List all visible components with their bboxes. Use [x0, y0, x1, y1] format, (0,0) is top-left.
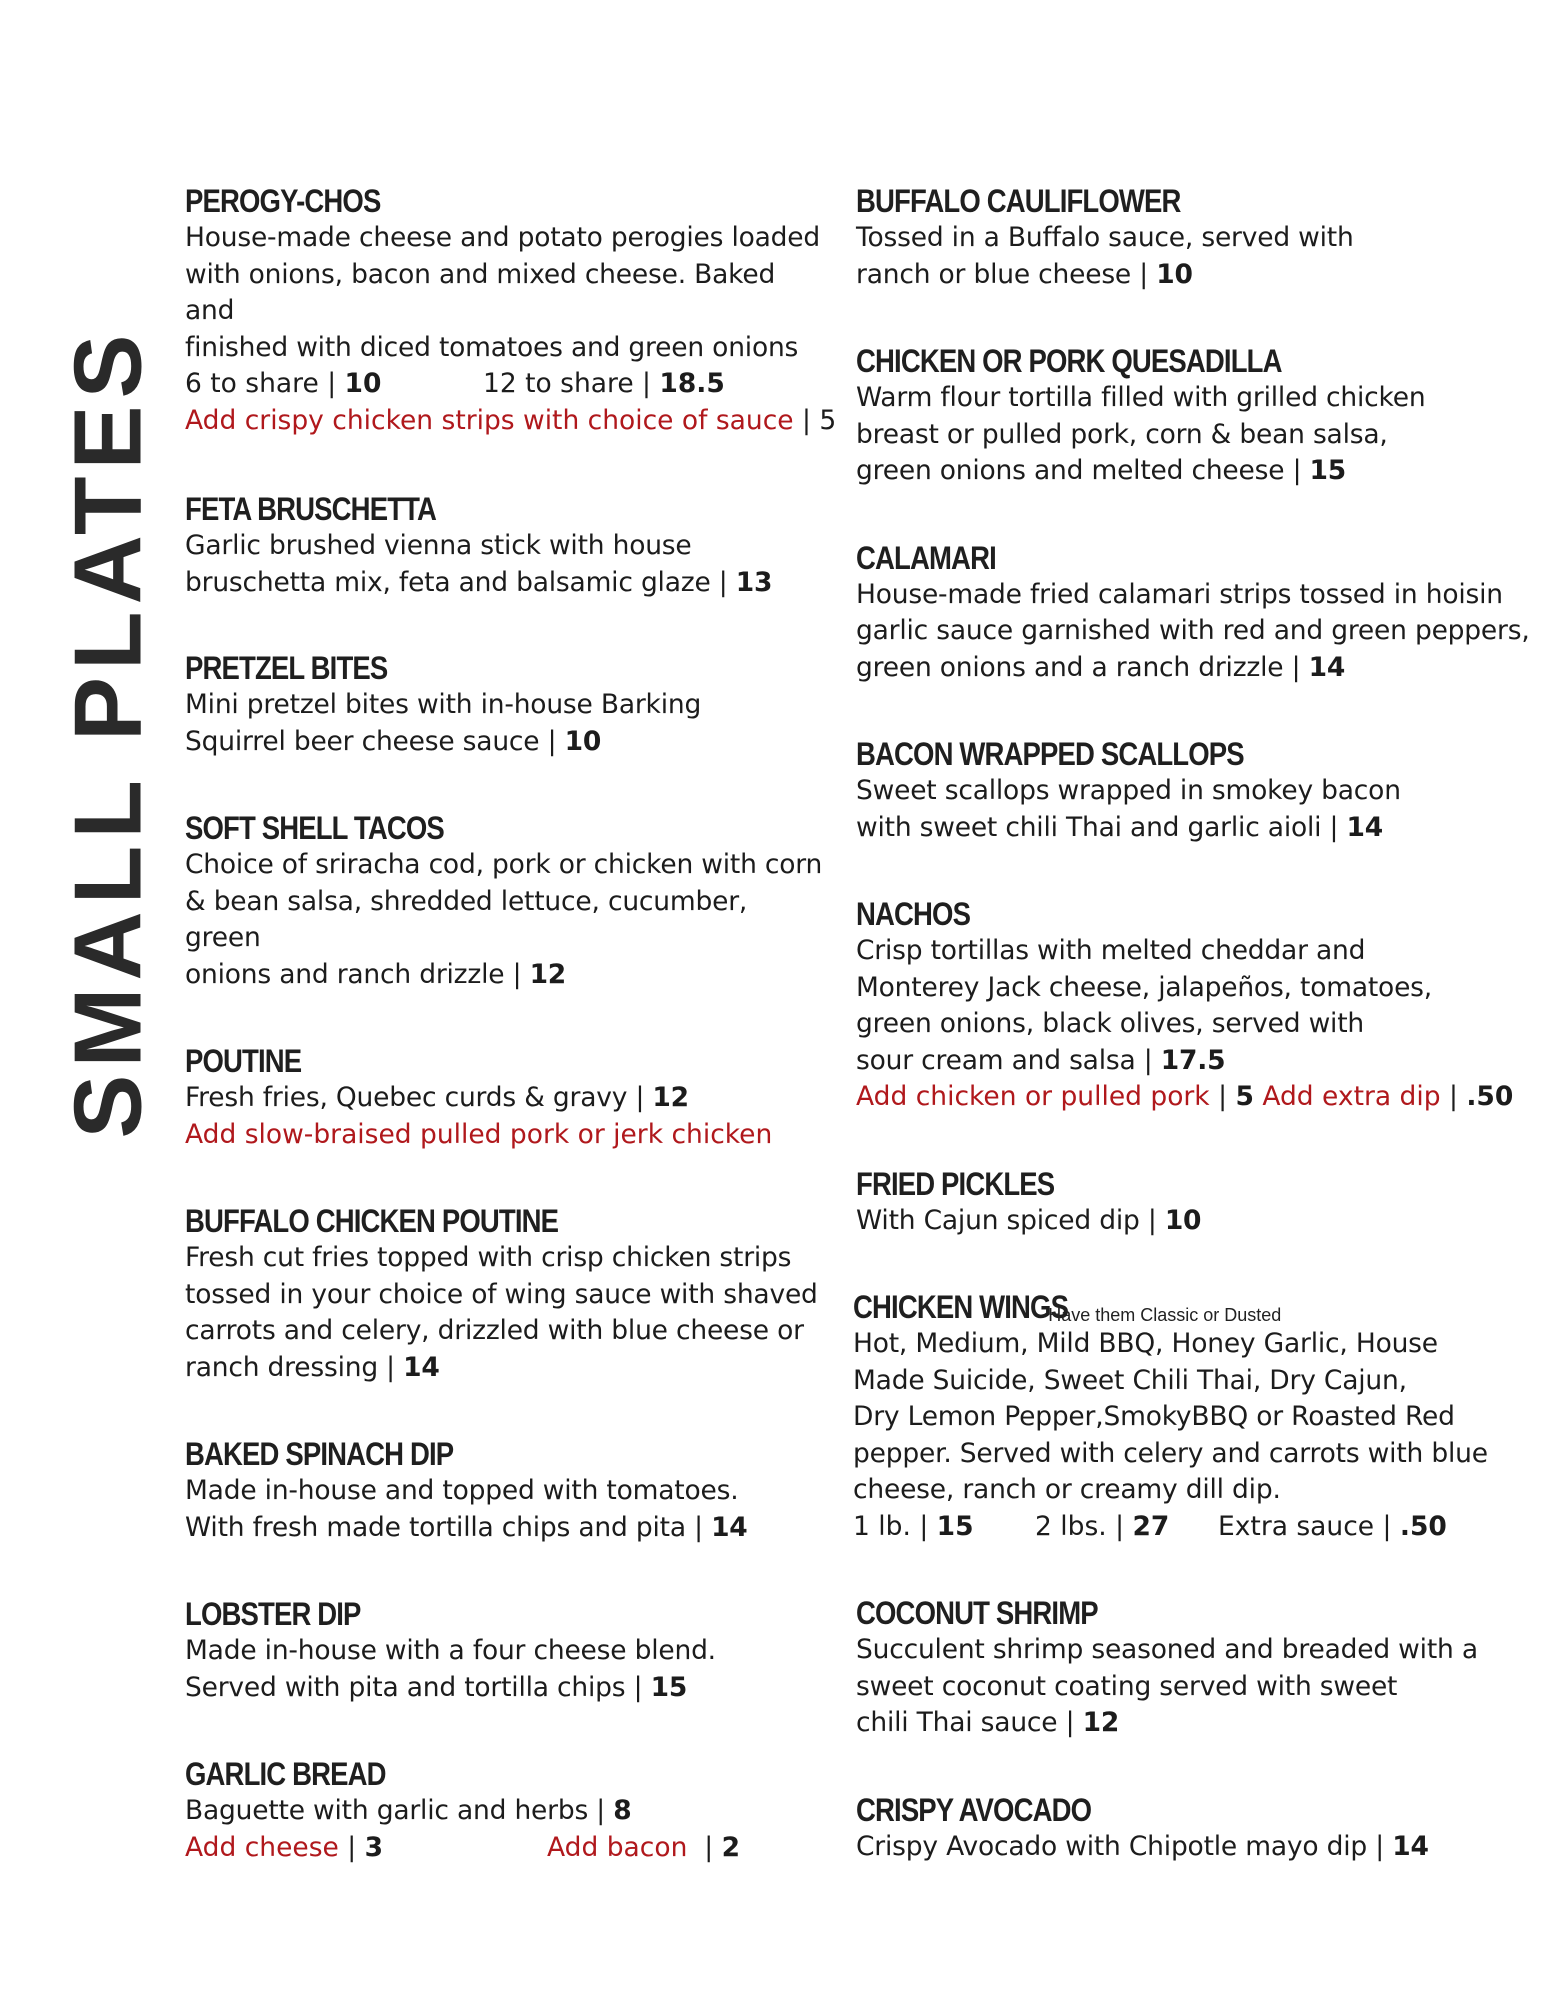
option-price: 10 [344, 368, 382, 399]
menu-item-buffalo-chicken-poutine [185, 1202, 825, 1386]
addon-line [185, 1830, 825, 1867]
item-description [185, 687, 825, 760]
item-name: BAKED SPINACH DIP [185, 1436, 454, 1472]
item-description [185, 1080, 825, 1117]
option-price: 18.5 [659, 368, 725, 399]
item-price: 12 [1082, 1707, 1120, 1738]
item-description [185, 1633, 825, 1706]
addon-text: Add cheese [185, 1831, 339, 1863]
item-name: PEROGY-CHOS [185, 183, 381, 219]
description-text: Made in-house and topped with tomatoes. With fresh made tortilla chips and pita | [185, 1475, 739, 1543]
item-description: House-made cheese and potato perogies loaded with onions, bacon and mixed cheese. Baked and finished with diced tomatoes and green onions [185, 222, 821, 363]
item-price: 17.5 [1160, 1044, 1226, 1076]
item-price: 14 [1308, 651, 1346, 683]
menu-item-baked-spinach-dip [185, 1435, 825, 1546]
option-label: Extra sauce | [1218, 1510, 1400, 1542]
item-price: 12 [652, 1082, 689, 1113]
option-label: 12 to share | [483, 368, 660, 399]
section-title-text: SMALL PLATES [55, 327, 162, 1139]
description-text: Succulent shrimp seasoned and breaded with a sweet coconut coating served with sweet chili Thai sauce | [856, 1634, 1478, 1738]
item-name: BUFFALO CAULIFLOWER [856, 183, 1181, 219]
addon-text: Add extra dip [1262, 1081, 1441, 1112]
item-price: 10 [564, 725, 602, 757]
item-name: CHICKEN OR PORK QUESADILLA [856, 343, 1282, 379]
menu-item-perogy-chos [185, 182, 837, 439]
option-label: 2 lbs. | [1035, 1510, 1133, 1542]
option-price: 27 [1132, 1510, 1170, 1542]
item-name: POUTINE [185, 1043, 302, 1079]
menu-item-lobster-dip [185, 1595, 825, 1706]
item-name: COCONUT SHRIMP [856, 1595, 1098, 1631]
addon-bacon: Add bacon | 2 [547, 1831, 741, 1863]
item-description [856, 1632, 1546, 1742]
item-description [185, 1473, 825, 1546]
item-description [856, 773, 1546, 846]
menu-item-feta-bruschetta [185, 490, 825, 601]
option-2-lbs [1035, 1509, 1218, 1546]
menu-item-crispy-avocado [856, 1791, 1546, 1866]
option-price: 15 [936, 1510, 974, 1542]
option-12-to-share [483, 366, 725, 403]
item-description [185, 847, 825, 993]
menu-item-pretzel-bites [185, 649, 825, 760]
item-description [856, 1203, 1546, 1240]
item-name: BACON WRAPPED SCALLOPS [856, 736, 1244, 772]
item-description [856, 577, 1546, 687]
menu-item-nachos [856, 895, 1546, 1116]
size-options [853, 1509, 1546, 1546]
menu-item-bacon-wrapped-scallops [856, 735, 1546, 846]
description-text: Made in-house with a four cheese blend. Served with pita and tortilla chips | [185, 1635, 716, 1703]
addon-line [185, 403, 837, 440]
item-name: LOBSTER DIP [185, 1596, 361, 1632]
option-1-lb [853, 1509, 1035, 1546]
addon-line: Add slow-braised pulled pork or jerk chicken [185, 1118, 773, 1150]
item-description [856, 380, 1546, 490]
description-text: Mini pretzel bites with in-house Barking Squirrel beer cheese sauce | [185, 689, 702, 757]
menu-item-chicken-wings [853, 1288, 1546, 1545]
menu-item-garlic-bread [185, 1755, 825, 1866]
option-label: 1 lb. | [853, 1510, 937, 1542]
menu-item-calamari [856, 539, 1546, 687]
description-text: Sweet scallops wrapped in smokey bacon with sweet chili Thai and garlic aioli | [856, 775, 1401, 843]
separator: | [793, 404, 820, 436]
item-name: SOFT SHELL TACOS [185, 810, 444, 846]
description-text: Warm flour tortilla filled with grilled chicken breast or pulled pork, corn & bean salsa, green onions and melted cheese | [856, 382, 1426, 486]
item-name: CHICKEN WINGS [853, 1289, 1069, 1325]
section-title-vertical [34, 327, 184, 1139]
item-price: 14 [403, 1351, 440, 1383]
option-label: 6 to share | [185, 368, 345, 399]
addon-price: 3 [364, 1831, 384, 1863]
item-name: CRISPY AVOCADO [856, 1791, 1092, 1828]
description-text: With Cajun spiced dip | [856, 1204, 1165, 1236]
option-6-to-share [185, 366, 483, 403]
description-text: Garlic brushed vienna stick with house bruschetta mix, feta and balsamic glaze | [185, 530, 728, 598]
item-name: GARLIC BREAD [185, 1756, 386, 1792]
description-text: House-made fried calamari strips tossed in hoisin garlic sauce garnished with red and green peppers, green onions and a ranch drizzle | [856, 578, 1530, 683]
item-price: 8 [613, 1795, 632, 1826]
item-price: 14 [1346, 811, 1383, 843]
item-name: NACHOS [856, 896, 971, 932]
item-subtitle: Have them Classic or Dusted [1048, 1305, 1282, 1325]
item-description [856, 220, 1546, 293]
option-price: .50 [1399, 1510, 1447, 1542]
addon-text: Add chicken or pulled pork [856, 1081, 1210, 1112]
item-price: 10 [1156, 258, 1193, 290]
left-column [185, 182, 837, 1866]
item-price: 10 [1164, 1204, 1202, 1236]
addon-cheese: Add cheese | 3 [185, 1831, 384, 1863]
item-description [185, 1240, 825, 1386]
addon-price: .50 [1466, 1081, 1514, 1112]
addon-price: 5 [819, 404, 837, 436]
item-description [185, 1793, 825, 1830]
item-price: 12 [529, 958, 567, 990]
share-options [185, 366, 825, 403]
option-extra-sauce [1218, 1509, 1447, 1546]
description-text: Fresh fries, Quebec curds & gravy | [185, 1082, 653, 1113]
item-description [856, 1829, 1546, 1866]
menu-item-soft-shell-tacos [185, 809, 825, 993]
menu-item-quesadilla [856, 342, 1546, 490]
item-description [185, 528, 825, 601]
menu-item-buffalo-cauliflower [856, 182, 1546, 293]
item-price: 15 [1309, 455, 1347, 486]
description-text: Choice of sriracha cod, pork or chicken with corn & bean salsa, shredded lettuce, cucumber, green onions and ranch drizzle | [185, 849, 823, 990]
item-price: 13 [735, 566, 773, 598]
menu-item-poutine [185, 1042, 825, 1153]
item-name: BUFFALO CHICKEN POUTINE [185, 1203, 559, 1239]
item-name: PRETZEL BITES [185, 650, 388, 686]
menu-item-coconut-shrimp [856, 1594, 1546, 1742]
item-price: 14 [711, 1511, 748, 1543]
description-text: Tossed in a Buffalo sauce, served with ranch or blue cheese | [856, 222, 1354, 290]
addon-price: 2 [721, 1831, 741, 1863]
description-text: Fresh cut fries topped with crisp chicken strips tossed in your choice of wing sauce with shaved carrots and celery, drizzled with blue cheese or ranch dressing | [185, 1242, 818, 1383]
right-column [853, 182, 1546, 1865]
item-name: FETA BRUSCHETTA [185, 491, 437, 527]
menu-item-fried-pickles [856, 1165, 1546, 1240]
item-heading [853, 1288, 1546, 1326]
item-price: 15 [650, 1671, 688, 1703]
description-text: Baguette with garlic and herbs | [185, 1795, 614, 1826]
addon-text: Add bacon [547, 1831, 688, 1863]
description-text: Crisp tortillas with melted cheddar and Monterey Jack cheese, jalapeños, tomatoes, green onions, black olives, served with sour cream and salsa | [856, 935, 1432, 1076]
item-description [856, 933, 1546, 1079]
item-name: FRIED PICKLES [856, 1165, 1055, 1202]
description-text: Crispy Avocado with Chipotle mayo dip | [856, 1830, 1393, 1862]
addon-line: Add chicken or pulled pork | 5 Add extra dip | .50 [856, 1081, 1514, 1112]
addon-text: Add crispy chicken strips with choice of sauce [185, 404, 794, 436]
item-description: Hot, Medium, Mild BBQ, Honey Garlic, House Made Suicide, Sweet Chili Thai, Dry Cajun, Dry Lemon Pepper,SmokyBBQ or Roasted Red pepper. Served with celery and carrots with blue cheese, ranch or creamy dill dip. [853, 1328, 1488, 1505]
item-name: CALAMARI [856, 539, 996, 576]
item-price: 14 [1392, 1830, 1429, 1862]
addon-price: 5 [1235, 1081, 1254, 1112]
